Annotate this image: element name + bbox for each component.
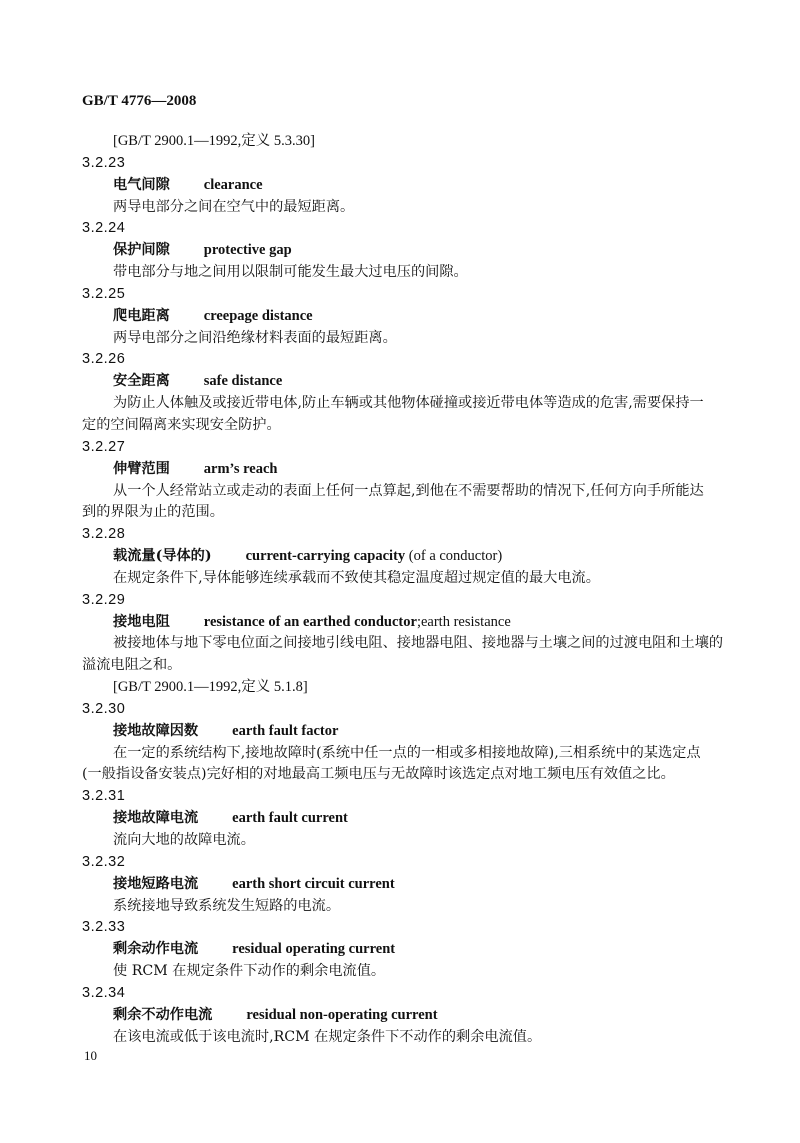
term-number: 3.2.32 xyxy=(82,853,126,870)
term-number: 3.2.23 xyxy=(82,154,126,171)
term-english: current-carrying capacity xyxy=(245,548,406,565)
term-chinese: 电气间隙 xyxy=(113,176,170,193)
definition-line: (一般指设备安装点)完好相的对地最高工频电压与无故障时该选定点对地工频电压有效值之比。 xyxy=(82,766,675,783)
term-chinese: 接地短路电流 xyxy=(113,875,199,892)
term-english: clearance xyxy=(203,176,263,193)
term-chinese: 剩余不动作电流 xyxy=(113,1006,213,1023)
standard-number-header: GB/T 4776—2008 xyxy=(82,93,197,109)
term-english: earth fault factor xyxy=(232,722,339,739)
term-heading xyxy=(82,721,722,743)
definition-line: 系统接地导致系统发生短路的电流。 xyxy=(113,897,341,914)
term-heading xyxy=(82,306,722,328)
definition-line: 两导电部分之间沿绝缘材料表面的最短距离。 xyxy=(113,329,397,346)
term-heading xyxy=(82,1005,722,1027)
term-heading xyxy=(82,612,722,634)
term-chinese: 接地故障电流 xyxy=(113,810,199,827)
term-chinese: 保护间隙 xyxy=(113,242,170,259)
term-chinese: 伸臂范围 xyxy=(113,460,170,477)
term-english: earth fault current xyxy=(232,810,348,827)
term-english: safe distance xyxy=(203,373,283,390)
term-chinese: 爬电距离 xyxy=(113,307,170,324)
citation: [GB/T 2900.1—1992,定义 5.3.30] xyxy=(113,133,315,149)
definition-line: 在一定的系统结构下,接地故障时(系统中任一点的一相或多相接地故障),三相系统中的某选定点 xyxy=(113,744,701,761)
term-heading xyxy=(82,874,722,896)
term-english: creepage distance xyxy=(203,307,313,324)
term-heading xyxy=(82,808,722,830)
definition-line: 定的空间隔离来实现安全防护。 xyxy=(82,416,281,433)
term-chinese: 接地电阻 xyxy=(113,613,170,630)
term-number: 3.2.33 xyxy=(82,919,126,936)
term-heading xyxy=(82,546,722,568)
definition-line: 为防止人体触及或接近带电体,防止车辆或其他物体碰撞或接近带电体等造成的危害,需要保持一 xyxy=(113,395,704,412)
term-number: 3.2.34 xyxy=(82,984,126,1001)
term-number: 3.2.28 xyxy=(82,526,126,543)
term-heading xyxy=(82,371,722,393)
term-english: resistance of an earthed conductor xyxy=(203,613,417,630)
term-english: earth short circuit current xyxy=(232,875,395,892)
term-heading xyxy=(82,175,722,197)
term-number: 3.2.24 xyxy=(82,220,126,237)
definition-line: 从一个人经常站立或走动的表面上任何一点算起,到他在不需要帮助的情况下,任何方向手所能达 xyxy=(113,482,704,499)
term-english: residual non-operating current xyxy=(246,1006,438,1023)
term-number: 3.2.31 xyxy=(82,788,126,805)
term-number: 3.2.27 xyxy=(82,438,126,455)
term-english: arm’s reach xyxy=(203,460,278,477)
term-chinese: 安全距离 xyxy=(113,373,170,390)
definition-line: 在规定条件下,导体能够连续承载而不致使其稳定温度超过规定值的最大电流。 xyxy=(113,569,600,586)
citation: [GB/T 2900.1—1992,定义 5.1.8] xyxy=(113,679,308,696)
definition-line: 两导电部分之间在空气中的最短距离。 xyxy=(113,198,355,215)
definition-line: 到的界限为止的范围。 xyxy=(82,504,224,521)
term-number: 3.2.30 xyxy=(82,700,126,717)
term-english-alt: (of a conductor) xyxy=(405,548,503,565)
term-chinese: 载流量(导体的) xyxy=(113,548,212,565)
definition-line: 使 RCM 在规定条件下动作的剩余电流值。 xyxy=(113,963,386,980)
term-heading xyxy=(82,939,722,961)
term-chinese: 剩余动作电流 xyxy=(113,941,199,958)
term-english: protective gap xyxy=(203,242,292,259)
term-number: 3.2.26 xyxy=(82,351,126,368)
term-heading xyxy=(82,459,722,481)
definition-line: 被接地体与地下零电位面之间接地引线电阻、接地器电阻、接地器与土壤之间的过渡电阻和土壤的 xyxy=(113,635,724,652)
term-english-alt: ;earth resistance xyxy=(416,613,511,630)
definition-line: 流向大地的故障电流。 xyxy=(113,832,255,848)
term-number: 3.2.25 xyxy=(82,285,126,302)
page-number: 10 xyxy=(84,1048,97,1063)
term-number: 3.2.29 xyxy=(82,591,126,608)
definition-line: 在该电流或低于该电流时,RCM 在规定条件下不动作的剩余电流值。 xyxy=(113,1028,542,1045)
definition-line: 带电部分与地之间用以限制可能发生最大过电压的间隙。 xyxy=(113,264,468,281)
document-body xyxy=(82,131,722,1048)
term-chinese: 接地故障因数 xyxy=(113,722,199,739)
definition-line: 溢流电阻之和。 xyxy=(82,657,182,674)
term-english: residual operating current xyxy=(232,941,396,958)
term-heading xyxy=(82,240,722,262)
